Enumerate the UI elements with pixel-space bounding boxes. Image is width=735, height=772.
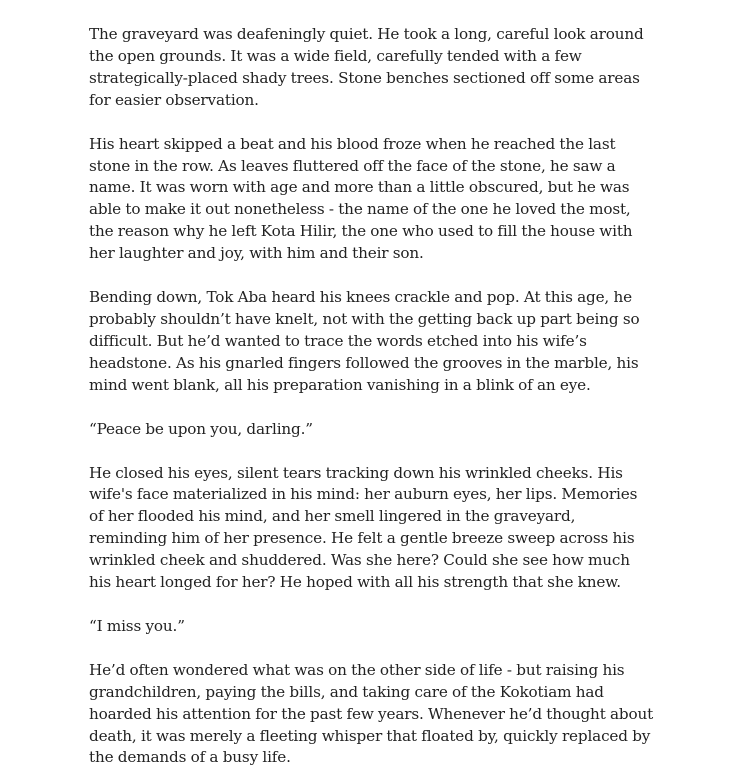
paragraph-closed-eyes: He closed his eyes, silent tears tracking down his wrinkled cheeks. His wife's face materialized in his mind: her auburn eyes, her lips. Memories of her flooded his mind, and her smell lingered in the graveyard, reminding him of her presence. He felt a gentle breeze sweep across his wrinkled cheek and shuddered. Was she here? Could she see how much his heart longed for her? He hoped with all his strength that she knew. — [89, 463, 638, 592]
paragraph-last-stone: His heart skipped a beat and his blood froze when he reached the last stone in the row. As leaves fluttered off the face of the stone, he saw a name. It was worn with age and more than a little obscured, but he was able to make it out nonetheless - the name of the one he loved the most, the reason why he left Kota Hilir, the one who used to fill the house with her laughter and joy, with him and their son. — [89, 134, 633, 263]
paragraph-dialogue-miss-you: “I miss you.” — [89, 616, 185, 635]
paragraph-other-side-of-life: He’d often wondered what was on the other side of life - but raising his grandchildren, paying the bills, and taking care of the Kokotiam had hoarded his attention for the past few years. Whenever he’d thought about death, it was merely a fleeting whisper that floated by, quickly replaced by the demands of a busy life. — [89, 660, 654, 767]
paragraph-graveyard-description: The graveyard was deafeningly quiet. He took a long, careful look around the open grounds. It was a wide field, carefully tended with a few strategically-placed shady trees. Stone benches sectioned off some areas for easier observation. — [89, 25, 644, 109]
paragraph-bending-down: Bending down, Tok Aba heard his knees crackle and pop. At this age, he probably shouldn’t have knelt, not with the getting back up part being so difficult. But he’d wanted to trace the words etched into his wife’s headstone. As his gnarled fingers followed the grooves in the marble, his mind went blank, all his preparation vanishing in a blink of an eye. — [89, 288, 640, 394]
paragraph-dialogue-peace: “Peace be upon you, darling.” — [89, 419, 313, 438]
